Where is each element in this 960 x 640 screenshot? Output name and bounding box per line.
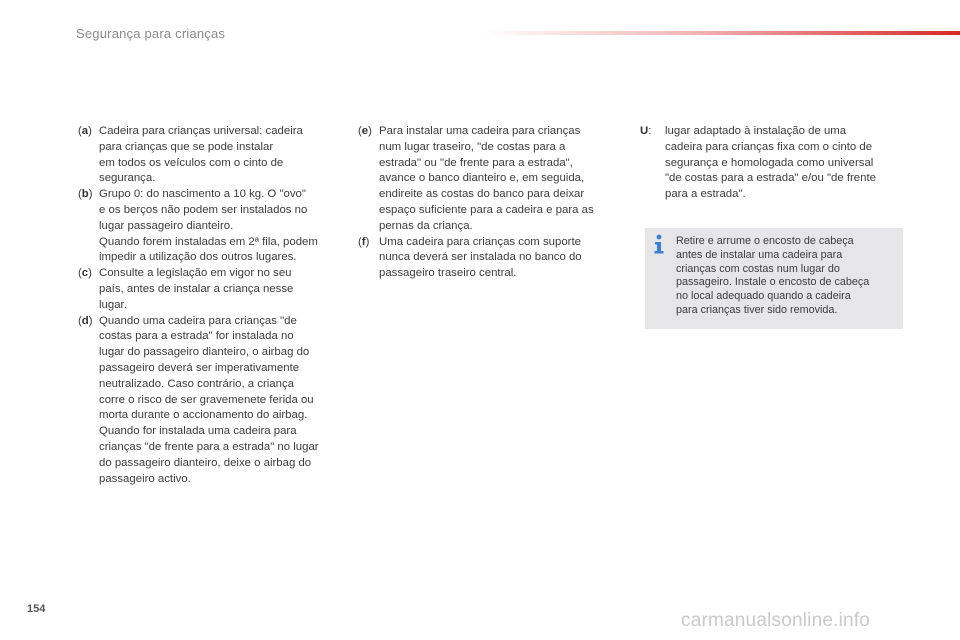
list-item-marker: (f) bbox=[358, 235, 370, 248]
text-line: passageiro traseiro central. bbox=[379, 267, 517, 280]
text-line: Quando uma cadeira para crianças "de bbox=[99, 314, 297, 327]
list-item-key: d bbox=[81, 314, 89, 327]
list-item-marker: (e) bbox=[358, 125, 372, 137]
text-line: lugar adaptado à instalação de uma bbox=[665, 125, 847, 137]
text-line: lugar do passageiro dianteiro, o airbag do bbox=[99, 346, 310, 359]
text-line: endireite as costas do banco para deixar bbox=[379, 188, 585, 201]
text-line: Cadeira para crianças universal: cadeira bbox=[99, 125, 303, 137]
list-item bbox=[78, 314, 348, 488]
column-3 bbox=[640, 124, 902, 203]
text-line: em todos os veículos com o cinto de bbox=[99, 156, 284, 169]
list-item-marker: (a) bbox=[78, 125, 92, 137]
text-line: "de costas para a estrada" e/ou "de frente bbox=[665, 172, 876, 185]
list-item-marker: (c) bbox=[78, 267, 92, 280]
watermark: carmanualsonline.info bbox=[681, 610, 871, 631]
text-line: segurança e homologada como universal bbox=[665, 156, 874, 169]
text-line: Para instalar uma cadeira para crianças bbox=[379, 125, 581, 137]
page-section-title: Segurança para crianças bbox=[76, 26, 226, 41]
text-line: estrada" ou "de frente para a estrada", bbox=[379, 156, 573, 169]
text-line: pernas da criança. bbox=[379, 219, 473, 232]
text-line: segurança. bbox=[99, 172, 156, 185]
text-line: morta durante o accionamento do airbag. bbox=[99, 409, 308, 422]
text-line: avance o banco dianteiro e, em seguida, bbox=[379, 172, 585, 185]
text-line: lugar. bbox=[99, 298, 127, 311]
text-line: país, antes de instalar a criança nesse bbox=[99, 282, 294, 295]
info-box-text bbox=[676, 235, 898, 318]
text-line: cadeira para crianças fixa com o cinto de bbox=[665, 140, 873, 153]
text-line: do passageiro dianteiro, deixe o airbag do bbox=[99, 456, 312, 469]
text-line: espaço suficiente para a cadeira e para as bbox=[379, 203, 594, 216]
text-line: Quando for instalada uma cadeira para bbox=[99, 425, 297, 438]
text-line: nunca deverá ser instalada no banco do bbox=[379, 251, 582, 264]
list-item bbox=[640, 124, 902, 203]
text-line: para crianças que se pode instalar bbox=[99, 140, 274, 153]
text-line: impedir a utilização dos outros lugares. bbox=[99, 251, 297, 264]
column-2 bbox=[358, 124, 620, 282]
page-number: 154 bbox=[27, 603, 46, 615]
list-item-key: b bbox=[81, 188, 89, 201]
list-item-key: c bbox=[81, 267, 89, 280]
list-item-marker: (b) bbox=[78, 188, 93, 201]
text-line: para a estrada". bbox=[665, 188, 746, 201]
info-text-line: passageiro. Instale o encosto de cabeça bbox=[676, 276, 870, 289]
info-icon bbox=[653, 234, 665, 254]
info-text-line: para crianças tiver sido removida. bbox=[676, 303, 838, 316]
list-item-marker: (d) bbox=[78, 314, 93, 327]
text-line: crianças "de frente para a estrada" no lugar bbox=[99, 440, 319, 453]
list-item bbox=[78, 124, 348, 187]
info-text-line: crianças com costas num lugar do bbox=[676, 262, 840, 275]
text-line: num lugar traseiro, "de costas para a bbox=[379, 140, 566, 153]
text-line: Quando forem instaladas em 2ª fila, podem bbox=[99, 235, 318, 248]
list-item-key: e bbox=[361, 125, 369, 137]
info-text-line: antes de instalar uma cadeira para bbox=[676, 248, 843, 261]
text-line: e os berços não podem ser instalados no bbox=[99, 203, 308, 216]
text-line: Grupo 0: do nascimento a 10 kg. O "ovo" bbox=[99, 188, 306, 201]
list-item bbox=[78, 187, 348, 266]
list-item bbox=[358, 124, 620, 235]
text-line: Uma cadeira para crianças com suporte bbox=[379, 235, 581, 248]
info-text-line: Retire e arrume o encosto de cabeça bbox=[676, 235, 854, 247]
list-item-key: f bbox=[361, 235, 366, 248]
list-item bbox=[78, 266, 348, 313]
text-line: passageiro activo. bbox=[99, 472, 191, 485]
list-item-key: a bbox=[81, 125, 89, 137]
info-text-line: no local adequado quando a cadeira bbox=[676, 290, 851, 303]
list-item-key: U bbox=[640, 125, 649, 137]
text-line: costas para a estrada" for instalada no bbox=[99, 330, 294, 343]
text-line: Consulte a legislação em vigor no seu bbox=[99, 267, 292, 280]
text-line: neutralizado. Caso contrário, a criança bbox=[99, 377, 295, 390]
text-line: lugar passageiro dianteiro. bbox=[99, 219, 234, 232]
list-item bbox=[358, 235, 620, 282]
text-line: corre o risco de ser gravemenete ferida ou bbox=[99, 393, 314, 406]
list-item-marker: U: bbox=[640, 125, 652, 137]
header-accent-bar bbox=[480, 31, 960, 35]
column-1 bbox=[78, 124, 348, 487]
text-line: passageiro deverá ser imperativamente bbox=[99, 361, 300, 374]
